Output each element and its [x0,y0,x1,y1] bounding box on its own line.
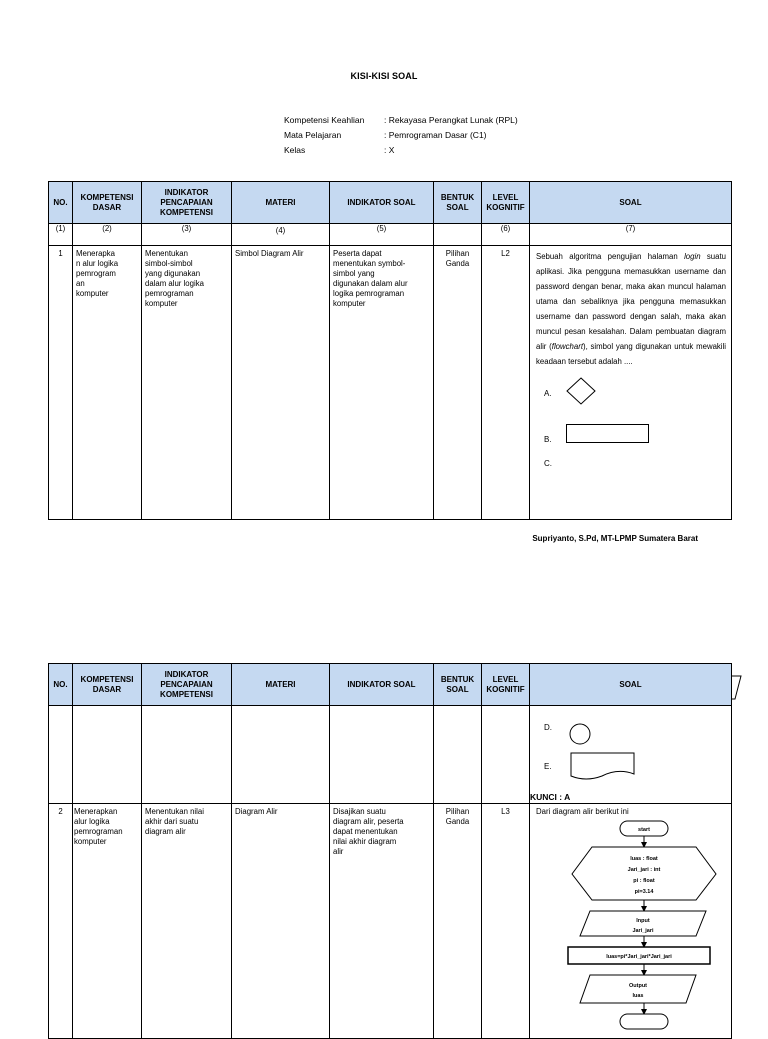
flowchart-start-text: start [638,827,650,833]
bentuk-soal-cell: Pilihan Ganda [434,804,482,1039]
document-symbol-icon [570,752,636,782]
table-row [49,246,732,520]
flowchart-decl-line: pi=3.14 [634,889,654,895]
option-a-label: A. [544,389,552,398]
soal-cell [530,246,732,520]
header-materi: MATERI [232,182,330,224]
col-num: (1) [49,224,73,246]
col-num [434,224,482,246]
flowchart-output-line: Output [628,983,648,989]
document-title: KISI-KISI SOAL [350,71,418,81]
soal-intro: Dari diagram alir berikut ini [536,807,629,816]
row-number: 2 [49,804,73,1039]
level-kognitif-cell: L3 [482,804,530,1039]
meta-label: Kelas [284,145,306,155]
diamond-icon [566,377,596,405]
circle-icon [568,722,592,746]
header-indikator-soal: INDIKATOR SOAL [330,664,434,706]
header-level-kognitif: LEVEL KOGNITIF [482,182,530,224]
meta-value: : X [384,145,395,155]
rectangle-icon [566,424,650,446]
option-d-label: D. [544,723,552,732]
table-row-continued [49,706,732,804]
col-num: (5) [330,224,434,246]
header-indikator-soal: INDIKATOR SOAL [330,182,434,224]
indikator-soal-cell: Disajikan suatu diagram alir, peserta dapat menentukan nilai akhir diagram alir [330,804,434,1039]
materi-cell: Diagram Alir [232,804,330,1039]
kompetensi-dasar-cell: Menerapkan alur logika pemrograman komputer [73,804,142,1039]
header-no: NO. [49,182,73,224]
header-kompetensi-dasar: KOMPETENSI DASAR [73,182,142,224]
col-num: (4) [232,224,330,246]
header-soal: SOAL [530,182,732,224]
header-row [49,182,732,224]
table-row [49,804,732,1039]
meta-label: Mata Pelajaran [284,130,342,140]
soal-cell [530,804,732,1039]
header-indikator-pencapaian: INDIKATOR PENCAPAIAN KOMPETENSI [142,182,232,224]
col-num: (6) [482,224,530,246]
header-kompetensi-dasar: KOMPETENSI DASAR [73,664,142,706]
flowchart-end [620,1014,668,1029]
column-number-row [49,224,732,246]
flowchart-decl-line: Jari_jari : int [627,867,661,873]
author-credit: Supriyanto, S.Pd, MT-LPMP Sumatera Barat [532,534,698,543]
answer-options [530,369,731,469]
header-row [49,664,732,706]
flowchart-input-line: Input [636,918,650,924]
soal-question-text: Sebuah algoritma pengujian halaman login suatu aplikasi. Jika pengguna memasukkan username dan password dengan benar, maka akan muncul halaman utama dan sebaliknya jika pengguna memasukkan username dan password dengan salah, maka akan muncul pesan kesalahan. Dalam pembuatan diagram alir (flowchart), simbol yang digunakan untuk mewakili keadaan tersebut adalah .... [536,252,727,366]
indikator-pencapaian-cell: Menentukan nilai akhir dari suatu diagram alir [142,804,232,1039]
flowchart-diagram [530,818,730,1038]
kisi-kisi-table-1 [48,181,732,520]
option-b-label: B. [544,435,552,444]
kompetensi-dasar-cell: Menerapka n alur logika pemrogram an komputer [73,246,142,520]
meta-value: : Rekayasa Perangkat Lunak (RPL) [384,115,518,125]
answer-key: KUNCI : A [530,792,571,802]
flowchart-decl-line: luas : float [630,856,658,862]
header-materi: MATERI [232,664,330,706]
soal-cell-continued [530,706,732,804]
header-no: NO. [49,664,73,706]
meta-label: Kompetensi Keahlian [284,115,365,125]
flowchart-output-line: luas [632,993,644,999]
kisi-kisi-table-2 [48,663,732,1039]
level-kognitif-cell: L2 [482,246,530,520]
flowchart-process-text: luas=pi*Jari_jari*Jari_jari [606,954,672,960]
indikator-pencapaian-cell: Menentukan simbol-simbol yang digunakan dalam alur logika pemrograman komputer [142,246,232,520]
row-number: 1 [49,246,73,520]
option-c-label: C. [544,459,552,468]
flowchart-decl-line: pi : float [633,878,655,884]
indikator-soal-cell: Peserta dapat menentukan symbol- simbol yang digunakan dalam alur logika pemrograman komputer [330,246,434,520]
bentuk-soal-cell: Pilihan Ganda [434,246,482,520]
materi-cell: Simbol Diagram Alir [232,246,330,520]
flowchart-input-line: Jari_jari [632,928,654,934]
meta-value: : Pemrograman Dasar (C1) [384,130,487,140]
option-e-label: E. [544,762,552,771]
col-num: (3) [142,224,232,246]
col-num: (7) [530,224,732,246]
col-num: (2) [73,224,142,246]
header-indikator-pencapaian: INDIKATOR PENCAPAIAN KOMPETENSI [142,664,232,706]
header-bentuk-soal: BENTUK SOAL [434,182,482,224]
header-soal: SOAL [530,664,732,706]
header-bentuk-soal: BENTUK SOAL [434,664,482,706]
header-level-kognitif: LEVEL KOGNITIF [482,664,530,706]
